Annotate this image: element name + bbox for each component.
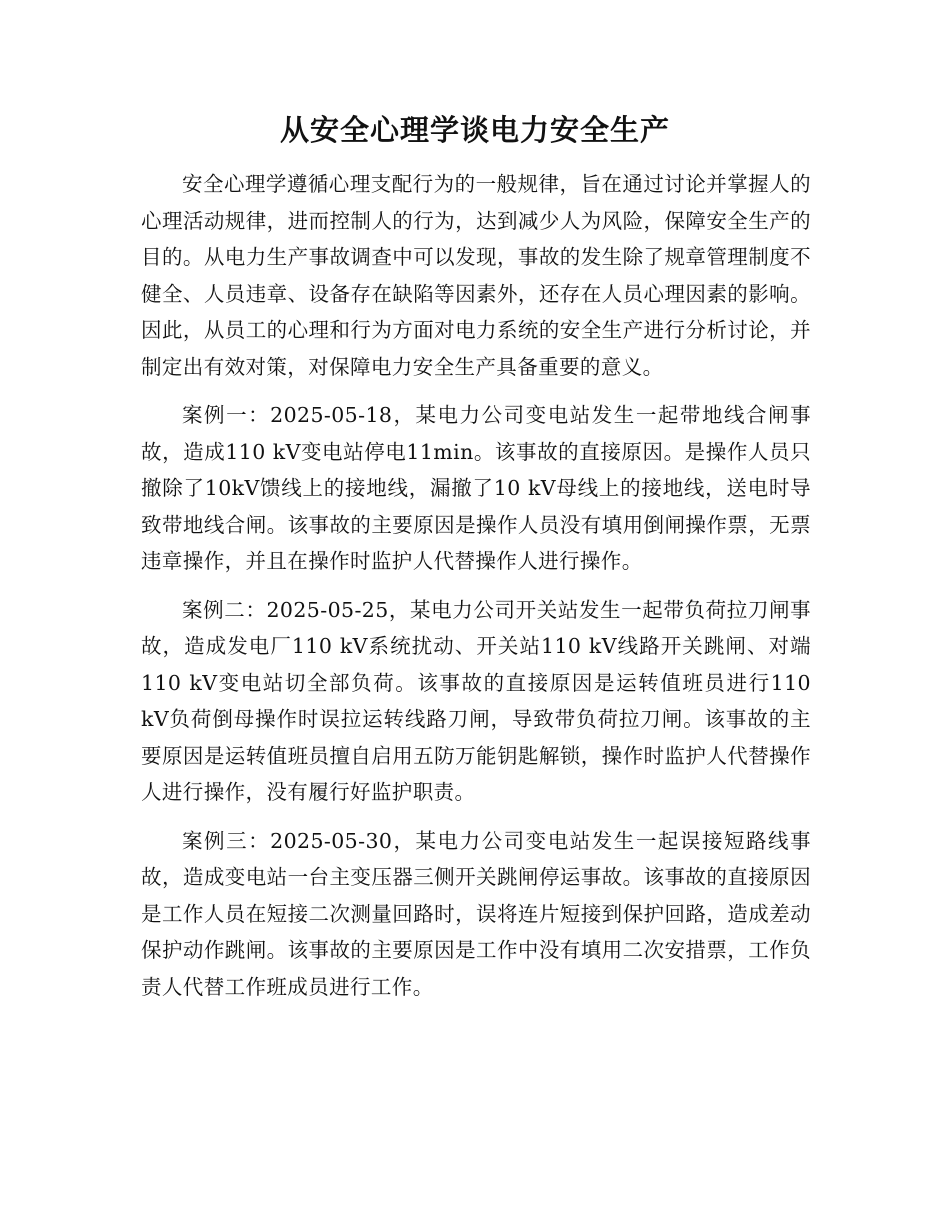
case-three-paragraph: 案例三：2025-05-30，某电力公司变电站发生一起误接短路线事故，造成变电站一台主变压器三侧开关跳闸停运事故。该事故的直接原因是工作人员在短接二次测量回路时，误将连片短接到保护回路，造成差动保护动作跳闸。该事故的主要原因是工作中没有填用二次安措票，工作负责人代替工作班成员进行工作。 (141, 828, 811, 999)
document-title: 从安全心理学谈电力安全生产 (279, 113, 670, 147)
case-two-paragraph: 案例二：2025-05-25，某电力公司开关站发生一起带负荷拉刀闸事故，造成发电厂110 kV系统扰动、开关站110 kV线路开关跳闸、对端110 kV变电站切全部负荷。该事故的直接原因是运转值班员进行110 kV负荷倒母操作时误拉运转线路刀闸，导致带负荷拉刀闸。该事故的主要原因是运转值班员擅自启用五防万能钥匙解锁，操作时监护人代替操作人进行操作，没有履行好监护职责。 (141, 597, 811, 804)
case-one-paragraph: 案例一：2025-05-18，某电力公司变电站发生一起带地线合闸事故，造成110 kV变电站停电11min。该事故的直接原因。是操作人员只撤除了10kV馈线上的接地线，漏撤了10 kV母线上的接地线，送电时导致带地线合闸。该事故的主要原因是操作人员没有填用倒闸操作票，无票违章操作，并且在操作时监护人代替操作人进行操作。 (141, 403, 811, 573)
document-body (141, 166, 811, 1017)
intro-paragraph: 安全心理学遵循心理支配行为的一般规律，旨在通过讨论并掌握人的心理活动规律，进而控制人的行为，达到减少人为风险，保障安全生产的目的。从电力生产事故调查中可以发现，事故的发生除了规章管理制度不健全、人员违章、设备存在缺陷等因素外，还存在人员心理因素的影响。因此，从员工的心理和行为方面对电力系统的安全生产进行分析讨论，并制定出有效对策，对保障电力安全生产具备重要的意义。 (141, 172, 811, 379)
